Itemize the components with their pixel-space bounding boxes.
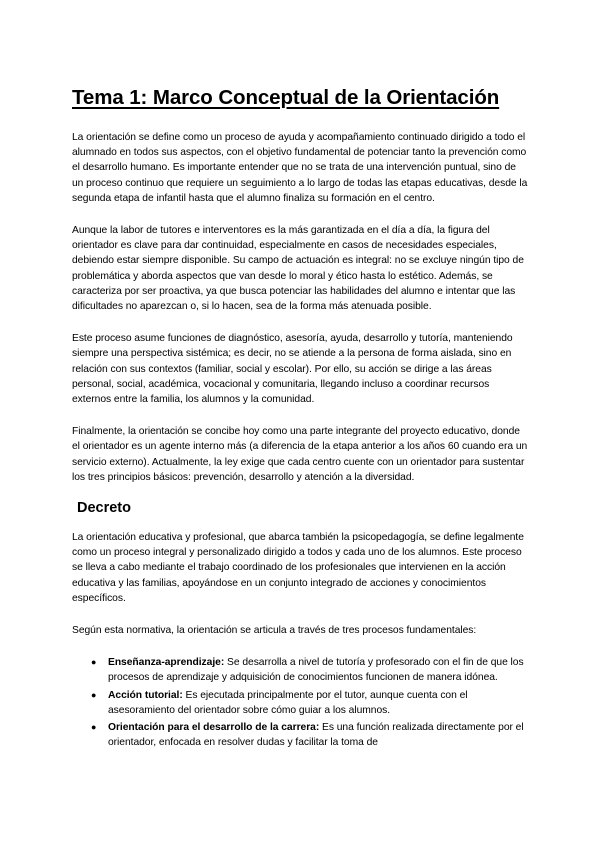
bullet-dot-icon: ● bbox=[91, 722, 97, 733]
bullet-dot-icon: ● bbox=[91, 657, 97, 668]
bullet-dot-icon: ● bbox=[91, 689, 97, 700]
list-item bbox=[91, 720, 528, 750]
list-item bbox=[91, 655, 528, 685]
intro-paragraph-4: Finalmente, la orientación se concibe hoy como una parte integrante del proyecto educativo, donde el orientador es un agente interno más (a diferencia de la etapa anterior a los años 60 cuando era un servicio externo). Actualmente, la ley exige que cada centro cuente con un orientador para sustentar los tres principios básicos: prevención, desarrollo y atención a la diversidad. bbox=[72, 426, 528, 483]
list-item-term: Acción tutorial: bbox=[108, 689, 183, 701]
list-item-term: Enseñanza-aprendizaje: bbox=[108, 657, 225, 669]
list-item-term: Orientación para el desarrollo de la carrera: bbox=[108, 722, 320, 734]
decreto-paragraph-1: La orientación educativa y profesional, que abarca también la psicopedagogía, se define legalmente como un proceso integral y personalizado dirigido a todos y cada uno de los alumnos. Este proceso se lleva a cabo mediante el trabajo coordinado de los profesionales que intervienen en la acción educativa y las familias, apoyándose en un conjunto integrado de acciones y conocimientos específicos. bbox=[72, 532, 524, 604]
decreto-paragraph-2: Según esta normativa, la orientación se articula a través de tres procesos fundamentales: bbox=[72, 625, 477, 637]
page-title: Tema 1: Marco Conceptual de la Orientación bbox=[72, 86, 500, 109]
list-item-text: Se desarrolla a nivel de tutoría y profesorado con el fin de que los procesos de aprendizaje y adquisición de conocimientos funcionen de manera idónea. bbox=[108, 657, 524, 684]
list-item bbox=[91, 688, 528, 718]
list-item-text: Es ejecutada principalmente por el tutor, aunque cuenta con el asesoramiento del orientador sobre cómo guiar a los alumnos. bbox=[108, 689, 468, 716]
section-heading-decreto: Decreto bbox=[77, 500, 131, 517]
document-page bbox=[72, 86, 528, 753]
process-list bbox=[72, 655, 528, 750]
intro-paragraph-2: Aunque la labor de tutores e interventores es la más garantizada en el día a día, la figura del orientador es clave para dar continuidad, especialmente en casos de necesidades especiales, debiendo estar siempre disponible. Su campo de actuación es integral: no se excluye ningún tipo de problemática y aborda aspectos que van desde lo moral y ético hasta lo estético. Además, se caracteriza por ser proactiva, ya que busca potenciar las habilidades del alumno e intentar que las dificultades no aparezcan o, si lo hacen, sea de la forma más atenuada posible. bbox=[72, 225, 524, 313]
intro-paragraph-3: Este proceso asume funciones de diagnóstico, asesoría, ayuda, desarrollo y tutoría, manteniendo siempre una perspectiva sistémica; es decir, no se atiende a la persona de forma aislada, sino en relación con sus contextos (familiar, social y escolar). Por ello, su acción se dirige a las áreas personal, social, académica, vocacional y comunitaria, llegando incluso a coordinar recursos externos entre la familia, los alumnos y la comunidad. bbox=[72, 333, 513, 406]
list-item-text: Es una función realizada directamente por el orientador, enfocada en resolver dudas y facilitar la toma de bbox=[108, 722, 524, 749]
intro-paragraph-1: La orientación se define como un proceso de ayuda y acompañamiento continuado dirigido a todo el alumnado en todos sus aspectos, con el objetivo fundamental de potenciar tanto la prevención como el desarrollo humano. Es importante entender que no se trata de una intervención puntual, sino de un proceso continuo que requiere un seguimiento a lo largo de todas las etapas educativas, desde la segunda etapa de infantil hasta que el alumno finaliza su formación en el centro. bbox=[72, 132, 528, 204]
